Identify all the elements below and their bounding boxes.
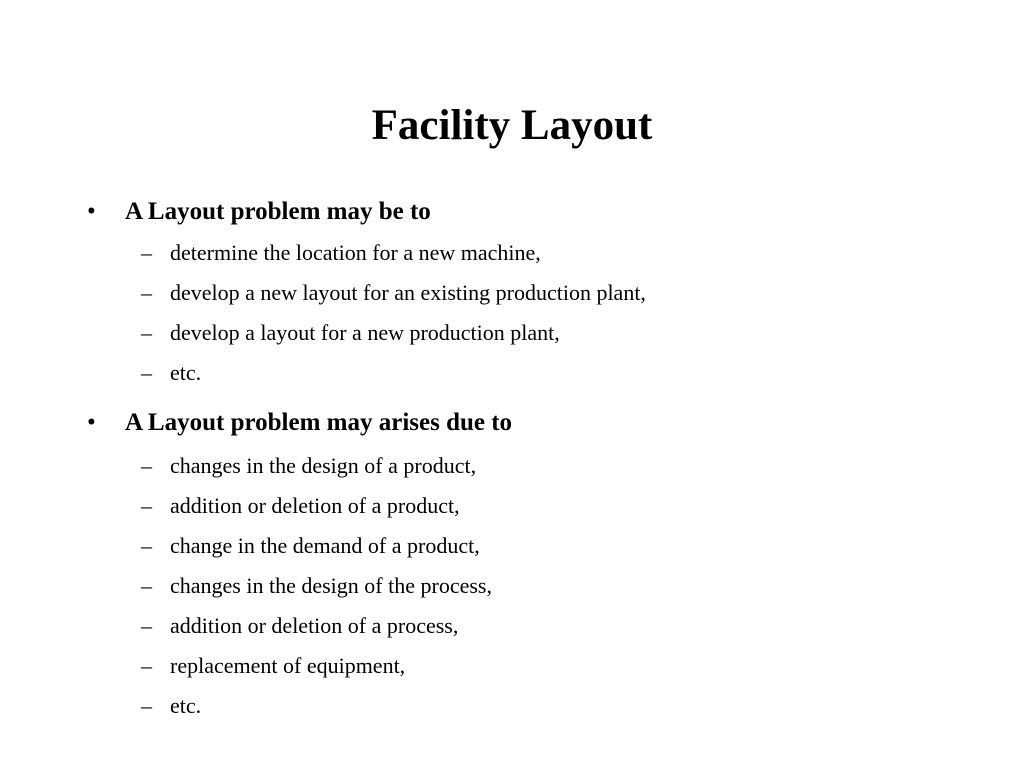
dash-icon: – xyxy=(141,280,152,305)
bullet-heading-text: A Layout problem may be to xyxy=(125,198,431,225)
sub-bullet-text: etc. xyxy=(170,693,202,718)
sub-bullet-text: addition or deletion of a product, xyxy=(170,493,460,518)
sub-bullet-text: develop a layout for a new production plant, xyxy=(170,320,560,345)
dash-icon: – xyxy=(141,320,152,345)
dash-icon: – xyxy=(141,240,152,265)
sub-bullet-text: etc. xyxy=(170,360,202,385)
slide-title: Facility Layout xyxy=(371,102,653,149)
dash-icon: – xyxy=(141,573,152,598)
bullet-heading-text: A Layout problem may arises due to xyxy=(125,409,513,436)
sub-bullet-text: addition or deletion of a process, xyxy=(170,613,459,638)
sub-bullet-text: changes in the design of a product, xyxy=(170,453,477,478)
sub-bullet-text: change in the demand of a product, xyxy=(170,533,480,558)
dash-icon: – xyxy=(141,360,152,385)
sub-bullet-text: develop a new layout for an existing production plant, xyxy=(170,280,646,305)
dash-icon: – xyxy=(141,653,152,678)
bullet-icon: • xyxy=(87,409,96,436)
sub-bullet-text: replacement of equipment, xyxy=(170,653,406,678)
dash-icon: – xyxy=(141,493,152,518)
dash-icon: – xyxy=(141,533,152,558)
bullet-icon: • xyxy=(87,198,96,225)
dash-icon: – xyxy=(141,693,152,718)
dash-icon: – xyxy=(141,613,152,638)
dash-icon: – xyxy=(141,453,152,478)
sub-bullet-text: changes in the design of the process, xyxy=(170,573,492,598)
sub-bullet-text: determine the location for a new machine, xyxy=(170,240,541,265)
